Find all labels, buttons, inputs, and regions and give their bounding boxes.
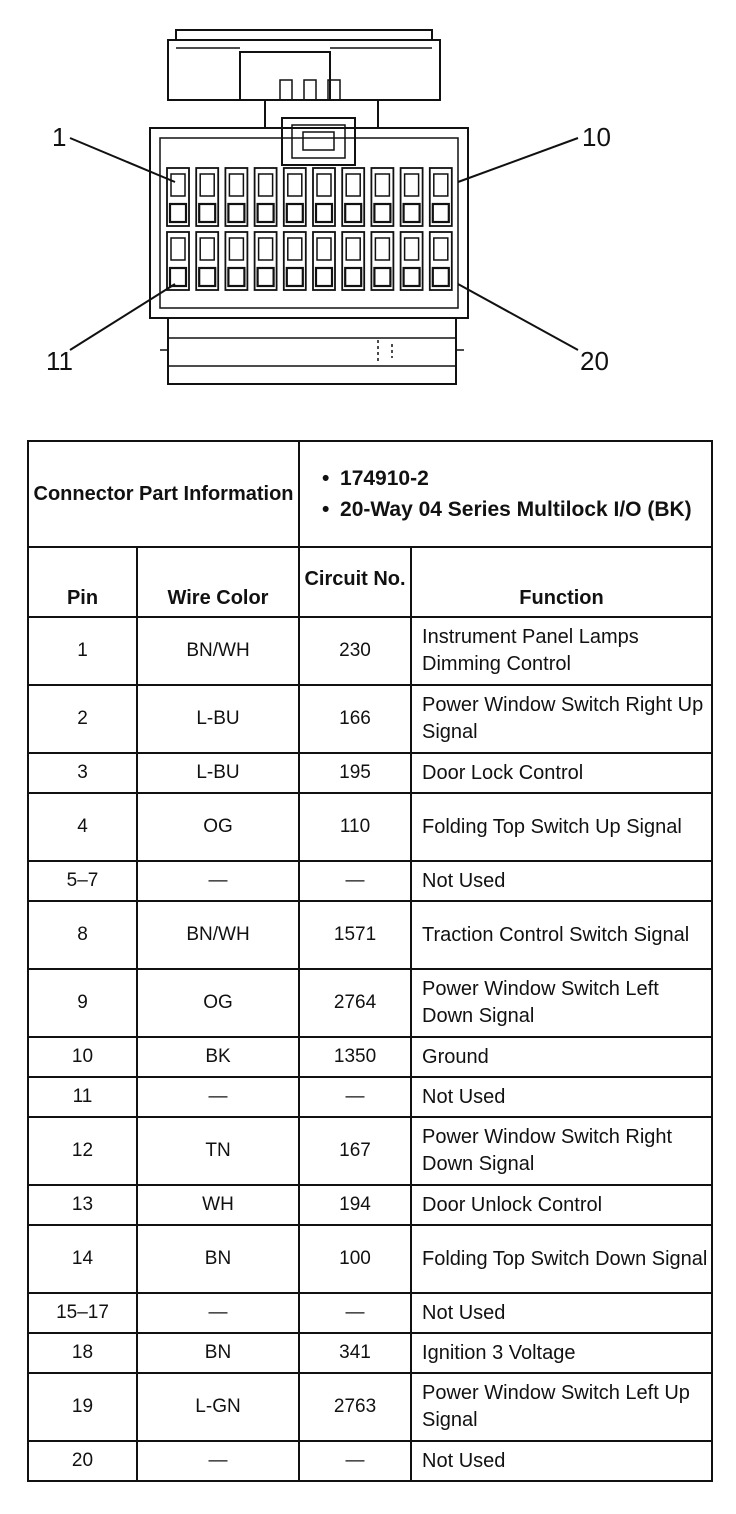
pin-cell: 2 [28, 685, 137, 753]
wire-color-cell: BN [137, 1333, 299, 1373]
function-cell: Not Used [411, 1293, 712, 1333]
table-row [28, 793, 712, 861]
callout-pin-20: 20 [580, 346, 609, 376]
pin-cell: 1 [28, 617, 137, 685]
circuit-number-cell: 230 [299, 617, 411, 685]
pin-terminal [345, 204, 361, 222]
pin-cell: 13 [28, 1185, 137, 1225]
column-header-function: Function [411, 547, 712, 617]
function-cell: Ignition 3 Voltage [411, 1333, 712, 1373]
connector-pinout-table [27, 440, 713, 1482]
table-row [28, 1441, 712, 1481]
pin-cell: 15–17 [28, 1293, 137, 1333]
function-cell: Not Used [411, 1077, 712, 1117]
wire-color-cell: BN [137, 1225, 299, 1293]
pin-terminal [228, 268, 244, 286]
table-row [28, 861, 712, 901]
function-cell: Ground [411, 1037, 712, 1077]
wire-color-cell: BN/WH [137, 617, 299, 685]
pin-terminal [345, 268, 361, 286]
pin-terminal [287, 268, 303, 286]
pin-terminal [316, 204, 332, 222]
wire-color-cell: TN [137, 1117, 299, 1185]
circuit-number-cell: 2763 [299, 1373, 411, 1441]
pin-cavity-latch [317, 238, 331, 260]
pin-cell: 3 [28, 753, 137, 793]
connector-description: 20-Way 04 Series Multilock I/O (BK) [340, 498, 692, 521]
circuit-number-cell: 2764 [299, 969, 411, 1037]
table-row [28, 753, 712, 793]
part-info-item [322, 496, 711, 523]
pin-terminal [258, 204, 274, 222]
circuit-number-cell: 194 [299, 1185, 411, 1225]
wire-color-cell: OG [137, 969, 299, 1037]
function-cell: Power Window Switch Left Down Signal [411, 969, 712, 1037]
pin-terminal [199, 268, 215, 286]
pin-cavity-latch [259, 174, 273, 196]
pin-terminal [170, 268, 186, 286]
callout-pin-11: 11 [46, 346, 73, 376]
part-number: 174910-2 [340, 467, 429, 490]
circuit-number-cell: 341 [299, 1333, 411, 1373]
table-row [28, 617, 712, 685]
wire-color-cell: WH [137, 1185, 299, 1225]
pin-terminal [199, 204, 215, 222]
pin-cell: 10 [28, 1037, 137, 1077]
function-cell: Door Lock Control [411, 753, 712, 793]
table-row [28, 1077, 712, 1117]
bullet: • [322, 498, 330, 521]
pin-cavity-latch [171, 174, 185, 196]
function-cell: Power Window Switch Left Up Signal [411, 1373, 712, 1441]
wire-color-cell: — [137, 861, 299, 901]
column-header-circuit: Circuit No. [299, 547, 411, 617]
pin-terminal [374, 268, 390, 286]
part-info-item [322, 465, 711, 492]
pin-terminal [433, 268, 449, 286]
function-cell: Instrument Panel Lamps Dimming Control [411, 617, 712, 685]
pin-cavity-latch [229, 238, 243, 260]
pin-cell: 4 [28, 793, 137, 861]
pin-cell: 18 [28, 1333, 137, 1373]
wire-color-cell: L-BU [137, 753, 299, 793]
column-header-row [28, 547, 712, 617]
pin-terminal [433, 204, 449, 222]
circuit-number-cell: 167 [299, 1117, 411, 1185]
pin-cell: 14 [28, 1225, 137, 1293]
table-row [28, 1225, 712, 1293]
table-row [28, 1185, 712, 1225]
wire-color-cell: — [137, 1293, 299, 1333]
connector-diagram [0, 0, 736, 400]
pin-cavity-latch [346, 174, 360, 196]
circuit-number-cell: 1571 [299, 901, 411, 969]
wire-color-cell: BK [137, 1037, 299, 1077]
part-info-label: Connector Part Information [28, 441, 299, 547]
part-info-details [299, 441, 712, 547]
circuit-number-cell: — [299, 1293, 411, 1333]
pin-cavity-latch [346, 238, 360, 260]
pin-cavity-latch [434, 174, 448, 196]
table-row [28, 1117, 712, 1185]
callout-pin-1: 1 [52, 122, 67, 152]
pin-cavity-latch [317, 174, 331, 196]
callout-pin-10: 10 [582, 122, 611, 152]
table-row [28, 1333, 712, 1373]
function-cell: Power Window Switch Right Up Signal [411, 685, 712, 753]
column-header-pin: Pin [28, 547, 137, 617]
pin-cavity-latch [229, 174, 243, 196]
bullet: • [322, 467, 330, 490]
function-cell: Not Used [411, 861, 712, 901]
pin-cavity-latch [375, 174, 389, 196]
wire-color-cell: — [137, 1441, 299, 1481]
table-row [28, 1293, 712, 1333]
pin-terminal [374, 204, 390, 222]
circuit-number-cell: 100 [299, 1225, 411, 1293]
circuit-number-cell: 1350 [299, 1037, 411, 1077]
pin-cavity-latch [288, 174, 302, 196]
pin-cavity-latch [200, 238, 214, 260]
pin-cell: 9 [28, 969, 137, 1037]
pin-terminal [228, 204, 244, 222]
column-header-wire-color: Wire Color [137, 547, 299, 617]
pin-cell: 20 [28, 1441, 137, 1481]
pin-cell: 19 [28, 1373, 137, 1441]
pin-cavity-latch [434, 238, 448, 260]
wire-color-cell: — [137, 1077, 299, 1117]
circuit-number-cell: — [299, 1441, 411, 1481]
table-row [28, 969, 712, 1037]
function-cell: Traction Control Switch Signal [411, 901, 712, 969]
circuit-number-cell: 195 [299, 753, 411, 793]
pin-terminal [404, 268, 420, 286]
part-info-row [28, 441, 712, 547]
pin-terminal [287, 204, 303, 222]
connector-face-drawing [0, 0, 736, 400]
circuit-number-cell: 166 [299, 685, 411, 753]
table-row [28, 901, 712, 969]
pin-cavity-latch [288, 238, 302, 260]
circuit-number-cell: — [299, 1077, 411, 1117]
wire-color-cell: L-BU [137, 685, 299, 753]
pin-cell: 11 [28, 1077, 137, 1117]
table-row [28, 1373, 712, 1441]
pin-terminal [404, 204, 420, 222]
function-cell: Door Unlock Control [411, 1185, 712, 1225]
pin-cavity-latch [405, 238, 419, 260]
function-cell: Folding Top Switch Down Signal [411, 1225, 712, 1293]
pin-cavity-latch [259, 238, 273, 260]
pin-terminal [258, 268, 274, 286]
pin-cavity-latch [405, 174, 419, 196]
pin-cavity-latch [171, 238, 185, 260]
pin-cell: 5–7 [28, 861, 137, 901]
pin-cavity-latch [200, 174, 214, 196]
pin-cell: 8 [28, 901, 137, 969]
pin-cell: 12 [28, 1117, 137, 1185]
function-cell: Not Used [411, 1441, 712, 1481]
pin-terminal [316, 268, 332, 286]
wire-color-cell: BN/WH [137, 901, 299, 969]
table-row [28, 1037, 712, 1077]
circuit-number-cell: 110 [299, 793, 411, 861]
function-cell: Power Window Switch Right Down Signal [411, 1117, 712, 1185]
wire-color-cell: OG [137, 793, 299, 861]
pin-terminal [170, 204, 186, 222]
pin-cavity-latch [375, 238, 389, 260]
function-cell: Folding Top Switch Up Signal [411, 793, 712, 861]
circuit-number-cell: — [299, 861, 411, 901]
wire-color-cell: L-GN [137, 1373, 299, 1441]
table-row [28, 685, 712, 753]
